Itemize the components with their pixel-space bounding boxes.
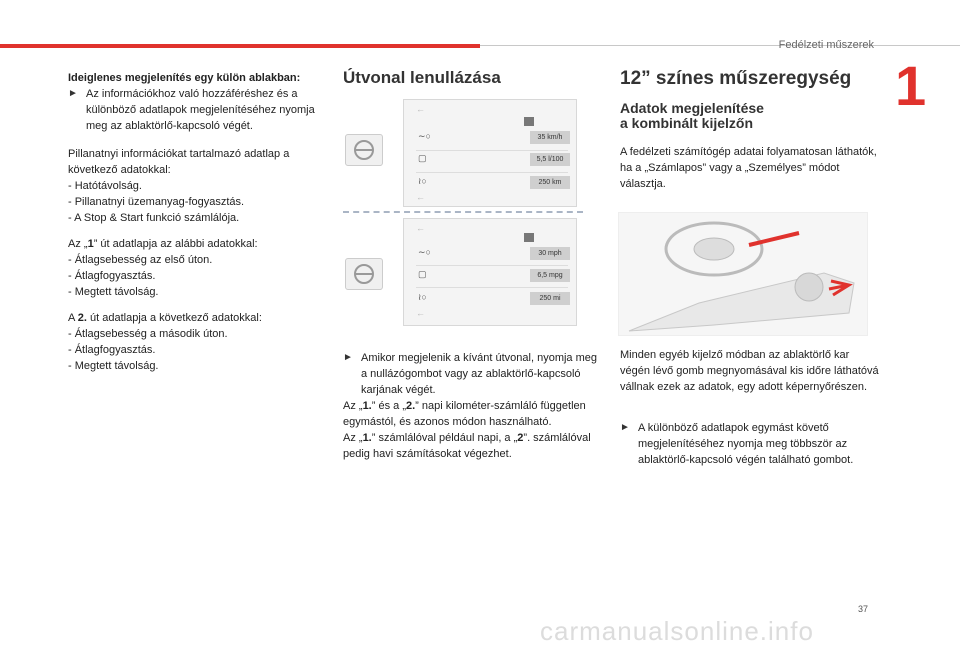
trip-panel-imperial (403, 218, 577, 326)
wiper-stalk-icon (619, 213, 867, 335)
col1-paragraph-2: Az „1” út adatlapja az alábbi adatokkal: (68, 238, 258, 250)
reset-icon (524, 233, 534, 242)
list-item: - Hatótávolság. (68, 180, 142, 192)
wiper-stalk-illustration (618, 212, 868, 336)
steering-wheel-thumb-icon (345, 258, 383, 290)
col2-paragraph-2: Az „1.” számlálóval például napi, a „2”. számlálóval pedig havi számításokat végezhet. (343, 432, 591, 460)
col1-bullet: ► Az információkhoz való hozzáféréshez és a különböző adatlapok megjelenítéséhez nyomja meg az ablaktörlő-kapcsoló végét. (68, 88, 315, 132)
steering-wheel-thumb-icon (345, 134, 383, 166)
col3-paragraph-1: A fedélzeti számítógép adatai folyamatosan láthatók, ha a „Számlapos” vagy a „Személyes” módot választja. (620, 146, 877, 190)
list-item: - Megtett távolság. (68, 286, 159, 298)
value-speed: 35 km/h (530, 131, 570, 144)
list-item: - Megtett távolság. (68, 360, 159, 372)
col2-bullet: ► Amikor megjelenik a kívánt útvonal, nyomja meg a nullázógombot vagy az ablaktörlő-kapcsoló karjának végét. (343, 352, 597, 396)
reset-icon (524, 117, 534, 126)
value-distance: 250 mi (530, 292, 570, 305)
value-consumption: 5,5 l/100 (530, 153, 570, 166)
arrow-bullet-icon: ► (68, 88, 78, 99)
car-speed-icon: ∼○ (418, 247, 431, 257)
column-2-text (343, 350, 599, 462)
list-item: - Átlagsebesség az első úton. (68, 254, 213, 266)
page-number: 37 (857, 604, 868, 614)
section-title: Fedélzeti műszerek (778, 39, 874, 51)
divider (416, 265, 568, 266)
back-arrow-icon: ← (416, 104, 425, 114)
value-distance: 250 km (530, 176, 570, 189)
back-arrow-icon: ← (416, 308, 425, 318)
value-speed: 30 mph (530, 247, 570, 260)
car-distance-icon: ≀○ (418, 176, 427, 186)
col3-bullet: ► A különböző adatlapok egymást követő megjelenítéséhez nyomja meg többször az ablaktörlő-kapcsoló végén található gombot. (620, 422, 854, 466)
watermark: carmanualsonline.info (540, 616, 814, 646)
list-item: - Átlagfogyasztás. (68, 344, 156, 356)
col2-paragraph-1: Az „1.” és a „2.” napi kilométer-számláló független egymástól, és azonos módon használható. (343, 400, 586, 428)
list-item: - Pillanatnyi üzemanyag-fogyasztás. (68, 196, 245, 208)
header-gray-line (480, 45, 960, 46)
arrow-bullet-icon: ► (343, 352, 353, 363)
divider (416, 150, 568, 151)
divider (416, 172, 568, 173)
back-arrow-icon: ← (416, 192, 425, 202)
header-red-bar (0, 44, 480, 48)
col3-subtitle: Adatok megjelenítése a kombinált kijelzőn (620, 100, 764, 131)
value-consumption: 6,5 mpg (530, 269, 570, 282)
car-speed-icon: ∼○ (418, 131, 431, 141)
col3-paragraph-2: Minden egyéb kijelző módban az ablaktörlő kar végén lévő gomb megnyomásával kis időre láthatóvá vállnak ezek az adatok, egy adott képernyőrészen. (620, 349, 879, 393)
list-item: - Átlagfogyasztás. (68, 270, 156, 282)
col3-title: 12” színes műszeregység (620, 68, 852, 89)
chapter-number: 1 (895, 54, 927, 117)
column-1 (68, 70, 330, 374)
col1-paragraph-3: A 2. út adatlapja a következő adatokkal: (68, 312, 262, 324)
dashed-separator (343, 211, 583, 213)
col2-title: Útvonal lenullázása (343, 68, 501, 87)
divider (416, 287, 568, 288)
arrow-bullet-icon: ► (620, 422, 630, 433)
back-arrow-icon: ← (416, 223, 425, 233)
col1-title: Ideiglenes megjelenítés egy külön ablakban: (68, 72, 301, 84)
col1-paragraph-1: Pillanatnyi információkat tartalmazó adatlap a következő adatokkal: (68, 148, 290, 176)
fuel-icon: ▢ (418, 269, 427, 279)
list-item: - Átlagsebesség a második úton. (68, 328, 228, 340)
list-item: - A Stop & Start funkció számlálója. (68, 212, 240, 224)
trip-panel-metric (403, 99, 577, 207)
fuel-icon: ▢ (418, 153, 427, 163)
car-distance-icon: ≀○ (418, 292, 427, 302)
